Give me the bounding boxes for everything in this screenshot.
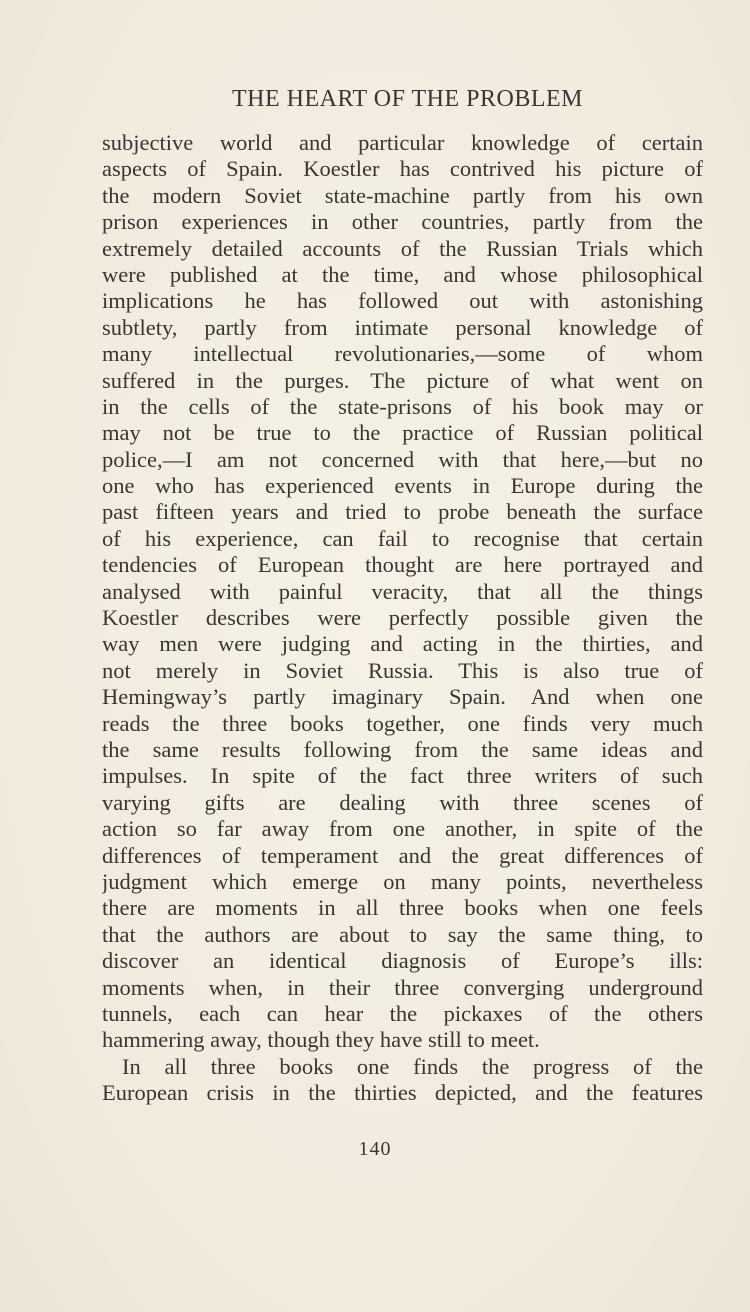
text-line: extremely detailed accounts of the Russian Trials which <box>102 235 703 261</box>
text-line: varying gifts are dealing with three scenes of <box>102 789 703 815</box>
text-line: may not be true to the practice of Russian political <box>102 420 703 446</box>
text-line: judgment which emerge on many points, nevertheless <box>102 868 703 894</box>
text-line: not merely in Soviet Russia. This is also true of <box>102 657 703 683</box>
page-number: 140 <box>358 1138 392 1160</box>
text-line: discover an identical diagnosis of Europe’s ills: <box>102 948 703 974</box>
text-line: analysed with painful veracity, that all the things <box>102 578 703 604</box>
body-text <box>102 130 703 1106</box>
text-line: there are moments in all three books when one feels <box>102 895 703 921</box>
text-line: were published at the time, and whose philosophical <box>102 261 703 287</box>
text-line: differences of temperament and the great differences of <box>102 842 703 868</box>
text-line: the modern Soviet state-machine partly from his own <box>102 182 703 208</box>
text-line: many intellectual revolutionaries,—some of whom <box>102 341 703 367</box>
text-line: prison experiences in other countries, partly from the <box>102 209 703 235</box>
text-line: in the cells of the state-prisons of his book may or <box>102 393 703 419</box>
text-line: tunnels, each can hear the pickaxes of the others <box>102 1000 703 1026</box>
text-line: one who has experienced events in Europe during the <box>102 473 703 499</box>
text-line: action so far away from one another, in spite of the <box>102 816 703 842</box>
text-line: police,—I am not concerned with that here,—but no <box>102 446 703 472</box>
text-line: moments when, in their three converging underground <box>102 974 703 1000</box>
paragraph-end-line: hammering away, though they have still to meet. <box>102 1027 540 1053</box>
text-line: European crisis in the thirties depicted, and the features <box>102 1080 703 1106</box>
text-line: reads the three books together, one finds very much <box>102 710 703 736</box>
text-line: suffered in the purges. The picture of what went on <box>102 367 703 393</box>
text-line: of his experience, can fail to recognise that certain <box>102 525 703 551</box>
text-line: way men were judging and acting in the thirties, and <box>102 631 703 657</box>
paragraph-start-line: In all three books one finds the progress of the <box>122 1053 703 1079</box>
text-line: Hemingway’s partly imaginary Spain. And when one <box>102 684 703 710</box>
text-line: past fifteen years and tried to probe beneath the surface <box>102 499 703 525</box>
text-line: tendencies of European thought are here portrayed and <box>102 552 703 578</box>
text-line: the same results following from the same ideas and <box>102 736 703 762</box>
text-line: subjective world and particular knowledge of certain <box>102 130 703 155</box>
text-line: aspects of Spain. Koestler has contrived his picture of <box>102 156 703 182</box>
text-line: impulses. In spite of the fact three writers of such <box>102 763 703 789</box>
text-line: Koestler describes were perfectly possible given the <box>102 605 703 631</box>
text-line: subtlety, partly from intimate personal knowledge of <box>102 314 703 340</box>
text-line: implications he has followed out with astonishing <box>102 288 703 314</box>
text-line: that the authors are about to say the same thing, to <box>102 921 703 947</box>
running-head: THE HEART OF THE PROBLEM <box>231 86 584 112</box>
